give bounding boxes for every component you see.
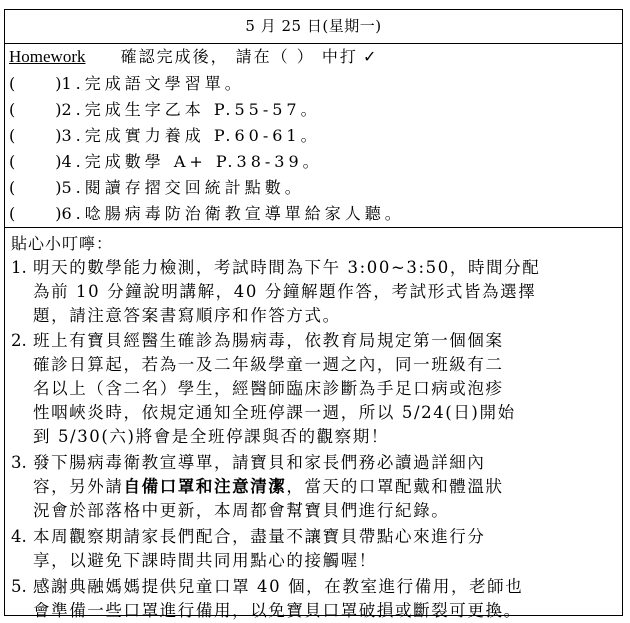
note-line: 名以上（含二名）學生，經醫師臨床診斷為手足口病或泡疹	[33, 379, 504, 398]
note-line: 到 5/30(六)將會是全班停課與否的觀察期！	[33, 427, 389, 446]
note-text	[33, 451, 616, 523]
homework-item-text: 1.完成語文學習單。	[61, 74, 245, 93]
open-bracket: (	[9, 178, 16, 197]
homework-item[interactable]	[9, 202, 618, 226]
homework-item-text: 6.唸腸病毒防治衛教宣導單給家人聽。	[61, 204, 405, 223]
homework-item[interactable]	[9, 150, 618, 174]
homework-item-text: 5.閱讀存摺交回統計點數。	[61, 178, 305, 197]
close-bracket: )	[55, 126, 62, 145]
homework-title-row	[9, 45, 618, 69]
homework-title: Homework	[9, 47, 86, 66]
note-line: 班上有寶貝經醫生確診為腸病毒，依教育局規定第一個個案	[33, 331, 504, 350]
note-item	[11, 256, 616, 328]
homework-item[interactable]	[9, 124, 618, 148]
homework-item-text: 2.完成生字乙本 P.55-57。	[61, 100, 321, 119]
note-line: 題，請注意答案書寫順序和作答方式。	[33, 306, 341, 325]
note-line: 為前 10 分鐘說明講解，40 分鐘解題作答，考試形式皆為選擇	[33, 282, 537, 301]
close-bracket: )	[55, 152, 62, 171]
note-line: 享，以避免下課時間共同用點心的接觸喔！	[33, 551, 377, 570]
note-text	[33, 525, 616, 573]
date-header: 5 月 25 日(星期一)	[5, 10, 622, 44]
close-bracket: )	[55, 100, 62, 119]
close-bracket: )	[55, 204, 62, 223]
note-item	[11, 575, 616, 623]
note-line: 發下腸病毒衛教宣導單，請寶貝和家長們務必讀過詳細內	[33, 453, 486, 472]
note-item	[11, 451, 616, 523]
open-bracket: (	[9, 100, 16, 119]
checkmark-icon: ✓	[362, 47, 377, 66]
note-line: 確診日算起，若為一及二年級學童一週之內，同一班級有二	[33, 355, 504, 374]
note-line: 明天的數學能力檢測，考試時間為下午 3:00~3:50，時間分配	[33, 258, 541, 277]
note-number: 4.	[11, 527, 27, 546]
homework-section	[5, 43, 622, 228]
note-line	[33, 475, 616, 499]
note-line: 況會於部落格中更新，本周都會幫寶貝們進行紀錄。	[33, 501, 450, 520]
note-text	[33, 256, 616, 328]
note-item	[11, 329, 616, 449]
note-line-part: ，當天的口罩配戴和體溫狀	[286, 477, 504, 496]
homework-sheet	[4, 9, 623, 620]
note-line: 感謝典融媽媽提供兒童口罩 40 個，在教室進行備用，老師也	[33, 577, 524, 596]
tips-section	[5, 227, 622, 620]
note-item	[11, 525, 616, 573]
open-bracket: (	[9, 126, 16, 145]
note-line-part: 容，另外請	[33, 477, 124, 496]
note-text	[33, 329, 616, 449]
note-number: 5.	[11, 577, 27, 596]
note-line: 性咽峽炎時，依規定通知全班停課一週，所以 5/24(日)開始	[33, 403, 516, 422]
close-bracket: )	[55, 74, 62, 93]
highlight-text: 自備口罩和注意清潔	[123, 477, 287, 496]
open-bracket: (	[9, 204, 16, 223]
homework-item[interactable]	[9, 72, 618, 96]
open-bracket: (	[9, 152, 16, 171]
homework-instruction: 確認完成後， 請在（ ） 中打	[120, 47, 358, 66]
open-bracket: (	[9, 74, 16, 93]
note-line: 本周觀察期請家長們配合，盡量不讓寶貝帶點心來進行分	[33, 527, 486, 546]
note-number: 3.	[11, 453, 27, 472]
homework-item[interactable]	[9, 176, 618, 200]
note-number: 2.	[11, 331, 27, 350]
note-line: 會準備一些口罩進行備用，以免寶貝口罩破損或斷裂可更換。	[33, 601, 522, 620]
close-bracket: )	[55, 178, 62, 197]
homework-item[interactable]	[9, 98, 618, 122]
note-number: 1.	[11, 258, 27, 277]
tips-title: 貼心小叮嚀：	[11, 234, 114, 253]
note-text	[33, 575, 616, 623]
homework-item-text: 4.完成數學 A+ P.38-39。	[61, 152, 323, 171]
homework-item-text: 3.完成實力養成 P.60-61。	[61, 126, 321, 145]
